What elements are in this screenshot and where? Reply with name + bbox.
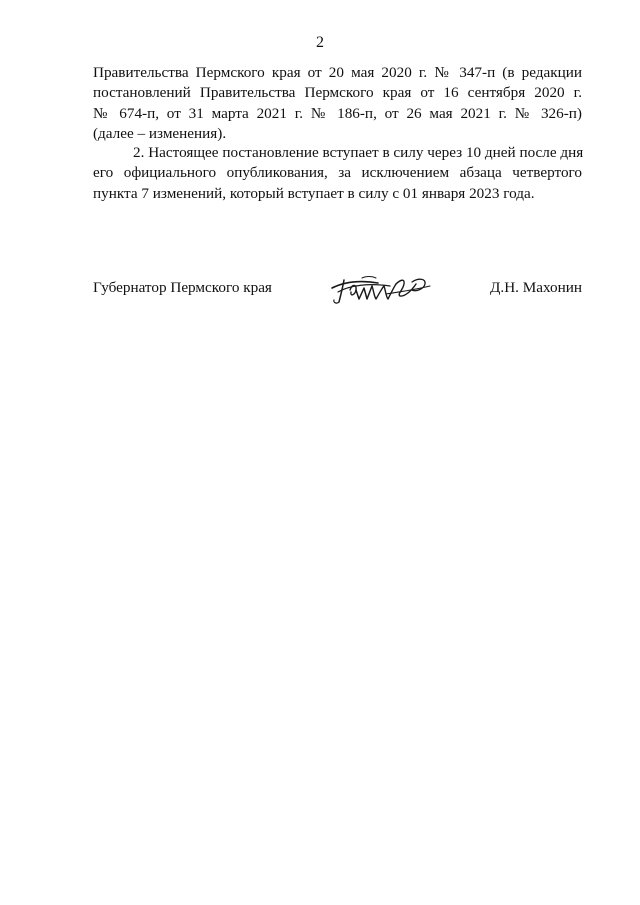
paragraph-line: № 674-п, от 31 марта 2021 г. № 186-п, от 26 мая 2021 г. № 326-п) (93, 104, 582, 122)
paragraph-line: его официального опубликования, за исключением абзаца четвертого (93, 164, 582, 182)
page-number: 2 (316, 34, 324, 51)
paragraph-line: 2. Настоящее постановление вступает в силу через 10 дней после дня (133, 144, 584, 161)
signature-block (93, 272, 582, 308)
paragraph-continuation (93, 63, 582, 145)
paragraph-line: постановлений Правительства Пермского края от 16 сентября 2020 г. (93, 84, 582, 102)
signer-name: Д.Н. Махонин (490, 279, 582, 296)
paragraph-effective-date (93, 143, 582, 204)
paragraph-line: Правительства Пермского края от 20 мая 2020 г. № 347-п (в редакции (93, 64, 582, 81)
handwritten-signature (326, 272, 438, 308)
paragraph-line: (далее – изменения). (93, 125, 227, 143)
paragraph-line: пункта 7 изменений, который вступает в силу с 01 января 2023 года. (93, 184, 535, 202)
signer-title: Губернатор Пермского края (93, 279, 272, 296)
